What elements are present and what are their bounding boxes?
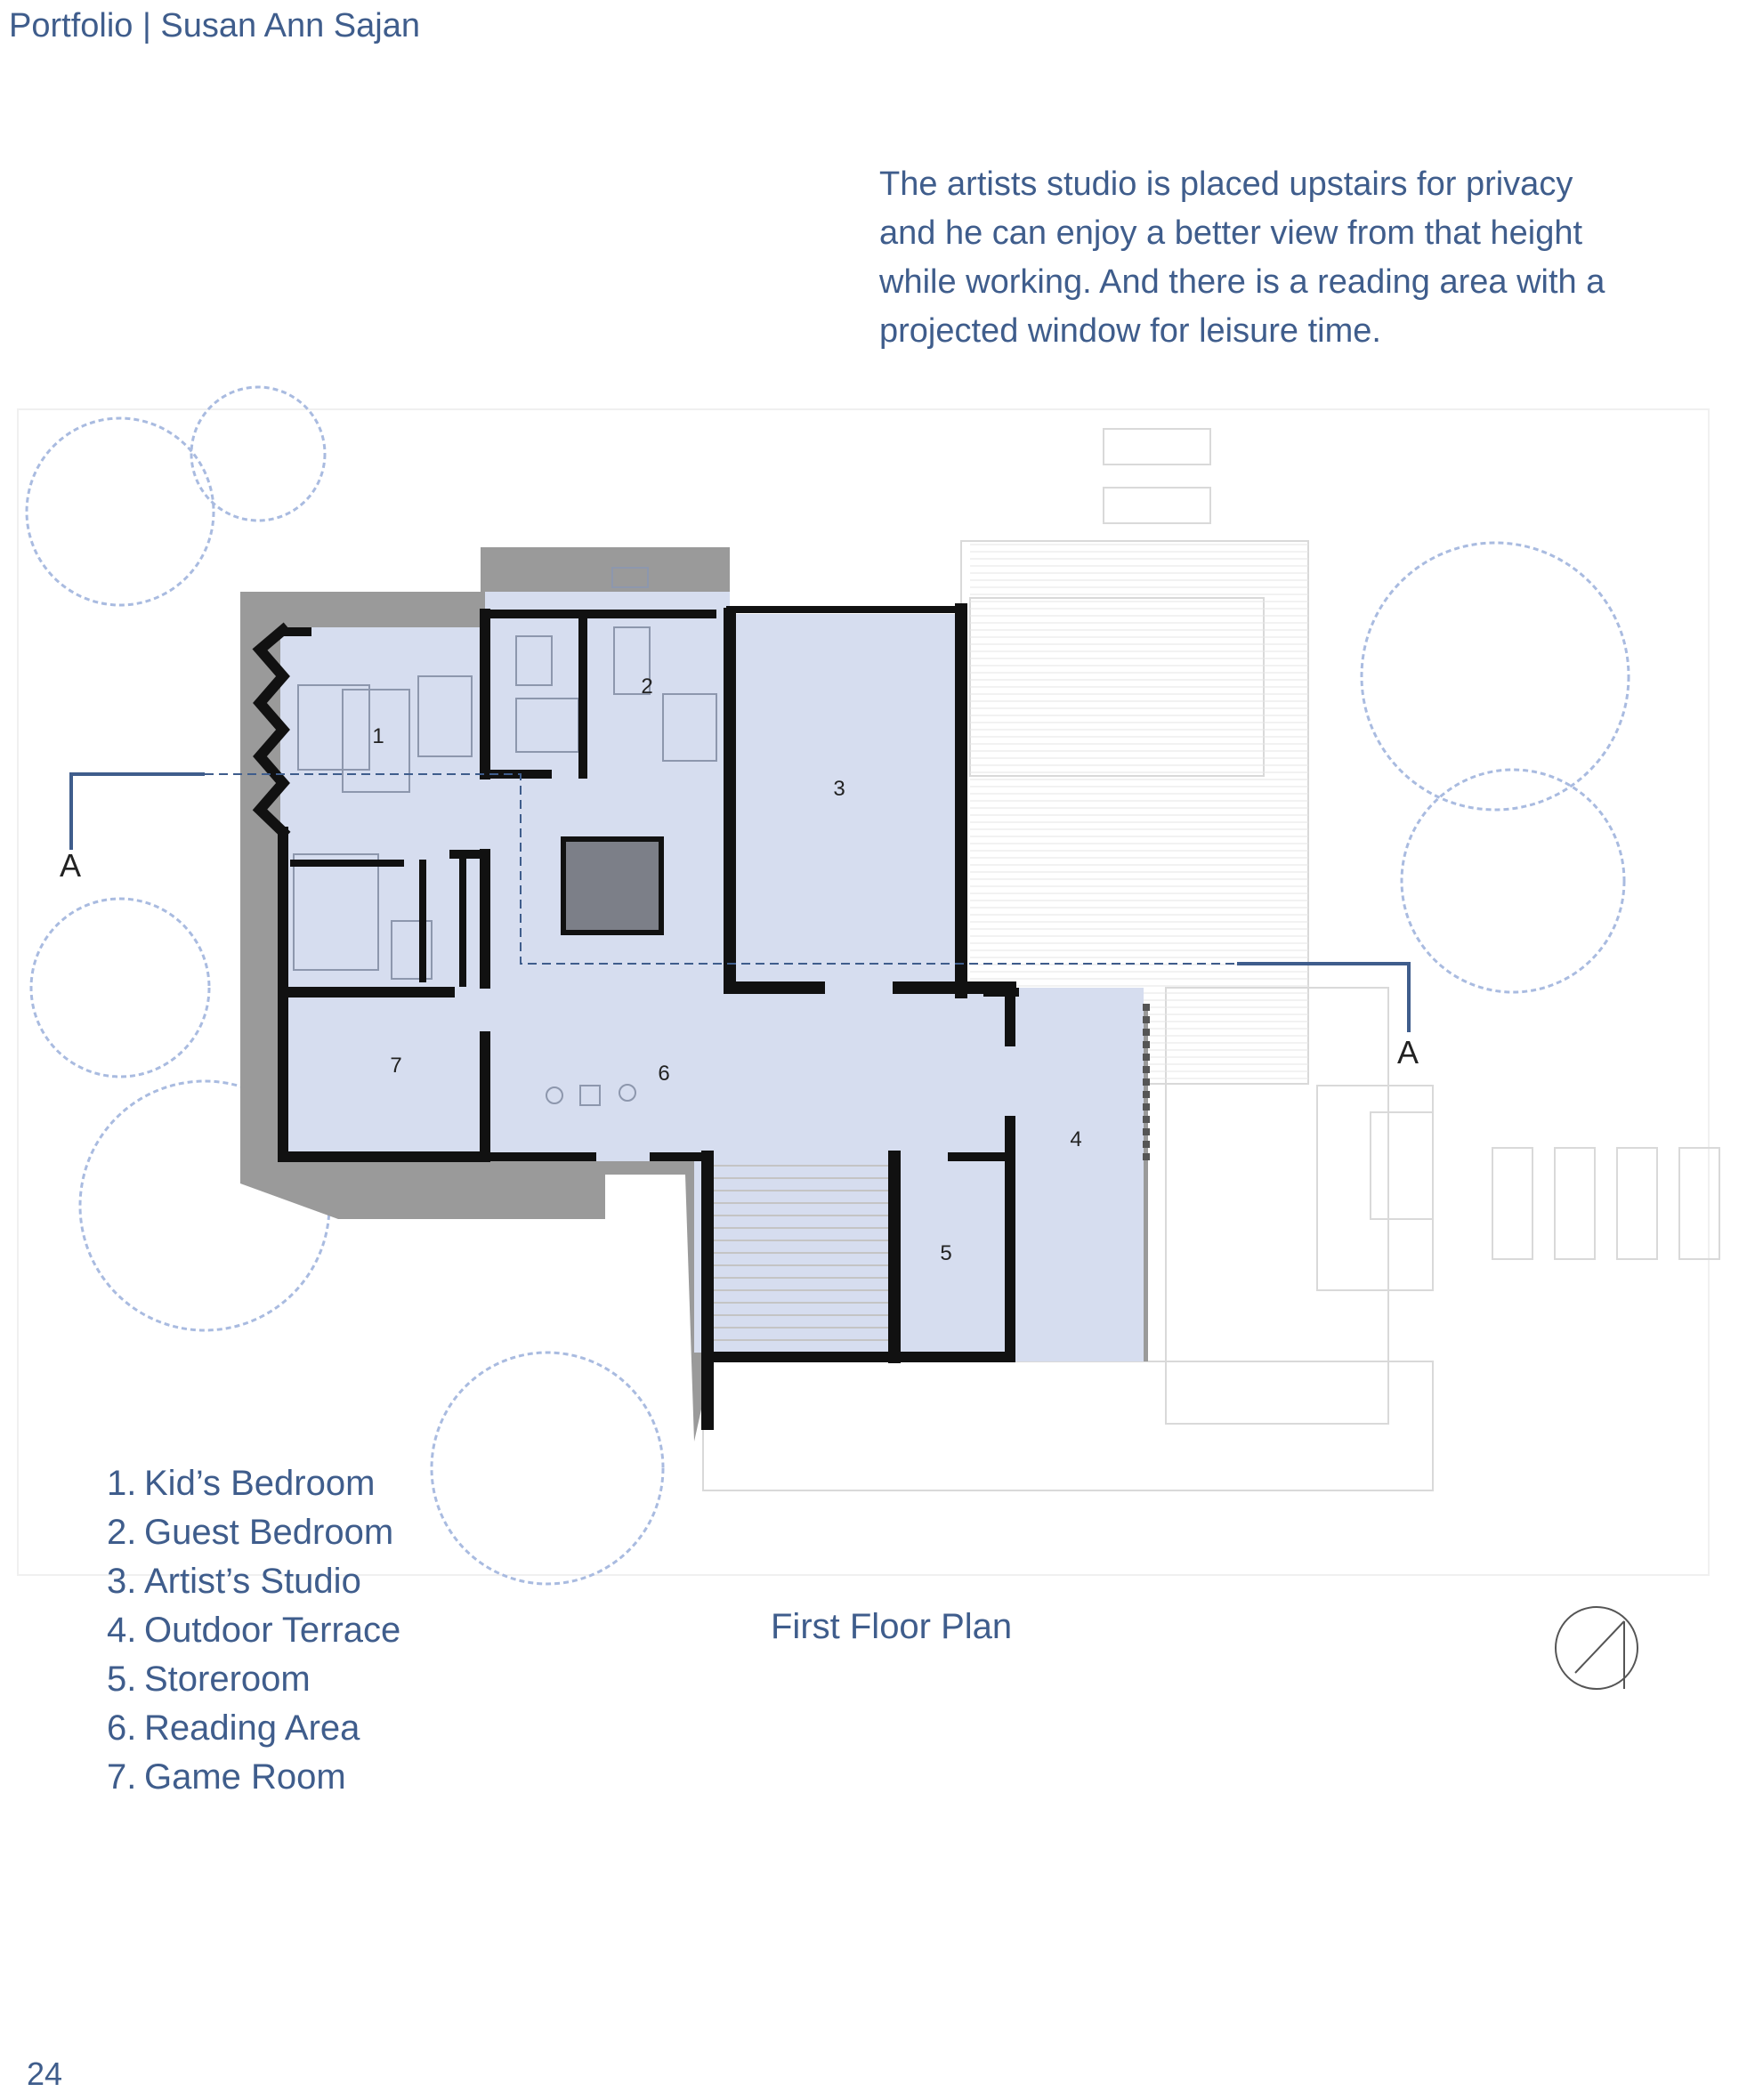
north-arrow-icon <box>1556 1607 1638 1689</box>
legend-item-number: 7. <box>107 1757 137 1797</box>
legend-item <box>107 1508 400 1557</box>
room-number-7: 7 <box>390 1054 402 1078</box>
section-label-west: A <box>59 847 82 884</box>
legend-item <box>107 1753 400 1802</box>
legend-item-number: 5. <box>107 1660 137 1699</box>
plan-caption: First Floor Plan <box>771 1607 1013 1646</box>
tree-icon <box>1362 543 1629 992</box>
room-number-5: 5 <box>940 1241 952 1265</box>
room-number-3: 3 <box>833 777 845 801</box>
legend-item-label: Game Room <box>144 1757 346 1797</box>
room-number-1: 1 <box>372 724 384 748</box>
page-header: Portfolio | Susan Ann Sajan <box>9 7 420 44</box>
description-text: The artists studio is placed upstairs for privacy and he can enjoy a better view from that height while working. And there is a reading area with a projected window for leisure time. <box>879 166 1605 350</box>
tree-icon <box>27 387 325 605</box>
legend-item <box>107 1557 400 1606</box>
legend-item <box>107 1606 400 1655</box>
legend-item-number: 4. <box>107 1611 137 1650</box>
room-number-4: 4 <box>1070 1127 1082 1151</box>
legend-item-label: Artist’s Studio <box>144 1562 361 1601</box>
room-legend <box>107 1459 400 1802</box>
legend-item <box>107 1655 400 1704</box>
central-void <box>563 839 661 933</box>
tree-icon <box>432 1353 663 1584</box>
legend-item-label: Reading Area <box>144 1708 360 1748</box>
legend-item-label: Guest Bedroom <box>144 1513 394 1552</box>
legend-item <box>107 1704 400 1753</box>
section-label-east: A <box>1396 1034 1419 1070</box>
legend-item-label: Storeroom <box>144 1660 311 1699</box>
room-number-2: 2 <box>641 674 653 699</box>
room-number-6: 6 <box>658 1062 670 1086</box>
legend-item-number: 6. <box>107 1708 137 1748</box>
legend-item-number: 3. <box>107 1562 137 1601</box>
legend-item-label: Kid’s Bedroom <box>144 1464 376 1503</box>
page-number: 24 <box>27 2056 63 2092</box>
legend-item-number: 2. <box>107 1513 137 1552</box>
legend-item-label: Outdoor Terrace <box>144 1611 401 1650</box>
legend-item <box>107 1459 400 1508</box>
legend-item-number: 1. <box>107 1464 137 1503</box>
